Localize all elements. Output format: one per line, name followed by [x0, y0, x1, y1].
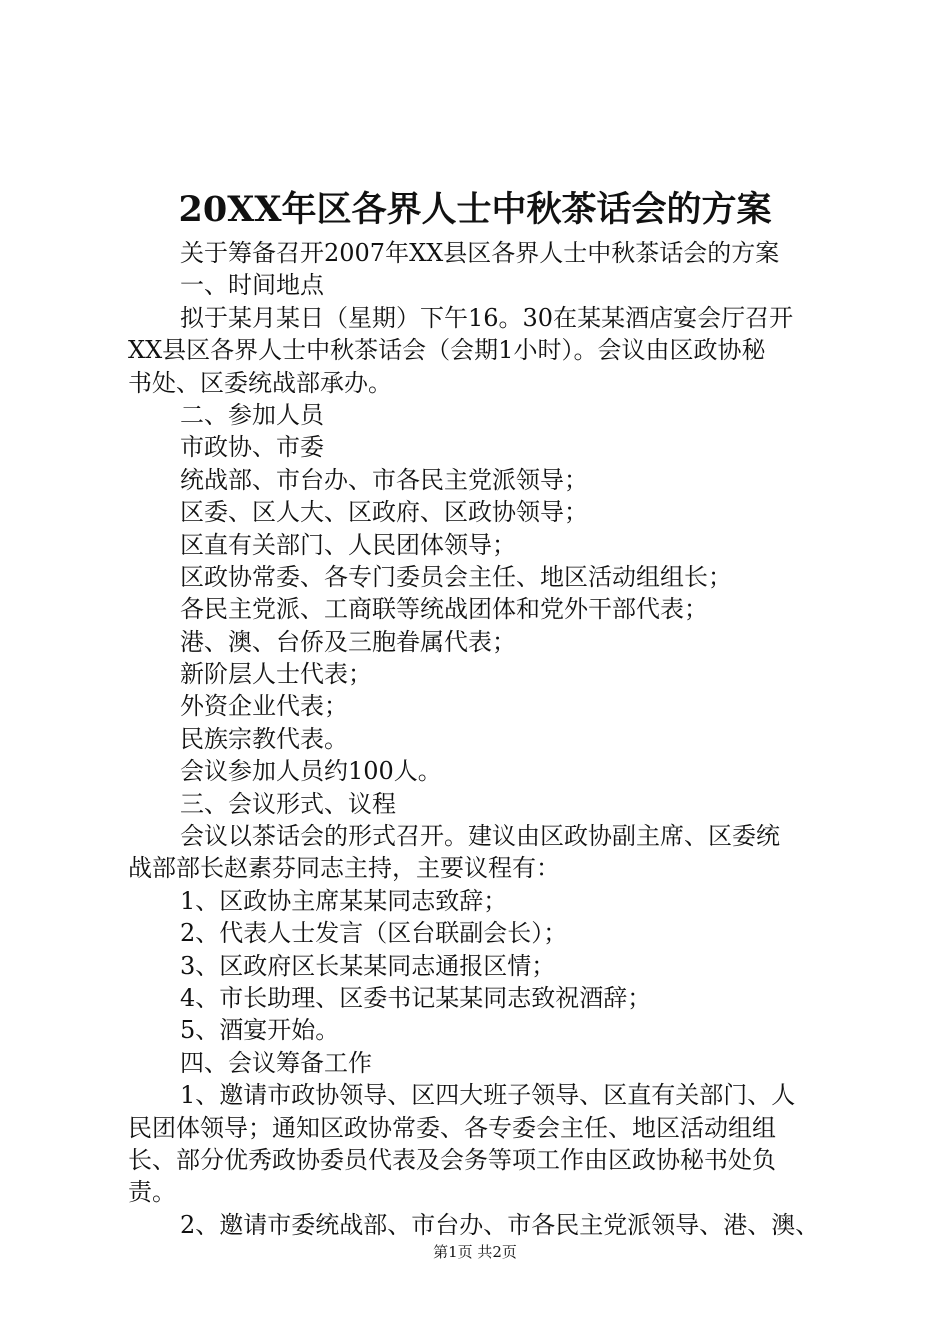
- text-line: 各民主党派、工商联等统战团体和党外干部代表；: [180, 595, 708, 624]
- text-line: 拟于某月某日（星期）下午16。30在某某酒店宴会厅召开: [180, 303, 794, 332]
- text-line: 区直有关部门、人民团体领导；: [180, 530, 516, 559]
- text-line: 会议以茶话会的形式召开。建议由区政协副主席、区委统: [180, 822, 780, 851]
- text-line: 四、会议筹备工作: [180, 1048, 372, 1077]
- text-line: 市政协、市委: [180, 433, 324, 462]
- text-line: 区委、区人大、区政府、区政协领导；: [180, 498, 588, 527]
- text-line: 港、澳、台侨及三胞眷属代表；: [180, 627, 516, 656]
- text-line: 责。: [128, 1178, 176, 1207]
- text-line: 4、市长助理、区委书记某某同志致祝酒辞；: [180, 983, 652, 1012]
- text-line: XX县区各界人士中秋茶话会（会期1小时）。会议由区政协秘: [128, 336, 766, 365]
- text-line: 会议参加人员约100人。: [180, 757, 442, 786]
- text-line: 一、时间地点: [180, 271, 324, 300]
- text-line: 区政协常委、各专门委员会主任、地区活动组组长；: [180, 562, 732, 591]
- page-footer: 第1页 共2页: [433, 1243, 517, 1261]
- text-line: 3、区政府区长某某同志通报区情；: [180, 951, 556, 980]
- text-line: 2、代表人士发言（区台联副会长）；: [180, 919, 568, 948]
- text-line: 关于筹备召开2007年XX县区各界人士中秋茶话会的方案: [180, 239, 780, 267]
- text-line: 1、邀请市政协领导、区四大班子领导、区直有关部门、人: [180, 1081, 796, 1110]
- document-title: 20XX年区各界人士中秋茶话会的方案: [178, 189, 772, 230]
- text-line: 新阶层人士代表；: [180, 660, 372, 689]
- text-line: 二、参加人员: [180, 400, 324, 429]
- text-line: 三、会议形式、议程: [180, 789, 396, 818]
- text-line: 外资企业代表；: [180, 692, 348, 721]
- text-line: 战部部长赵素芬同志主持，主要议程有：: [128, 854, 560, 883]
- text-line: 民团体领导；通知区政协常委、各专委会主任、地区活动组组: [128, 1113, 776, 1142]
- text-line: 书处、区委统战部承办。: [128, 368, 392, 397]
- document-body: [128, 237, 838, 1241]
- text-line: 5、酒宴开始。: [180, 1016, 340, 1045]
- text-line: 民族宗教代表。: [180, 724, 348, 753]
- text-line: 1、区政协主席某某同志致辞；: [180, 886, 508, 915]
- text-line: 2、邀请市委统战部、市台办、市各民主党派领导、港、澳、: [180, 1210, 820, 1239]
- text-line: 长、部分优秀政协委员代表及会务等项工作由区政协秘书处负: [128, 1145, 776, 1174]
- text-line: 统战部、市台办、市各民主党派领导；: [180, 465, 588, 494]
